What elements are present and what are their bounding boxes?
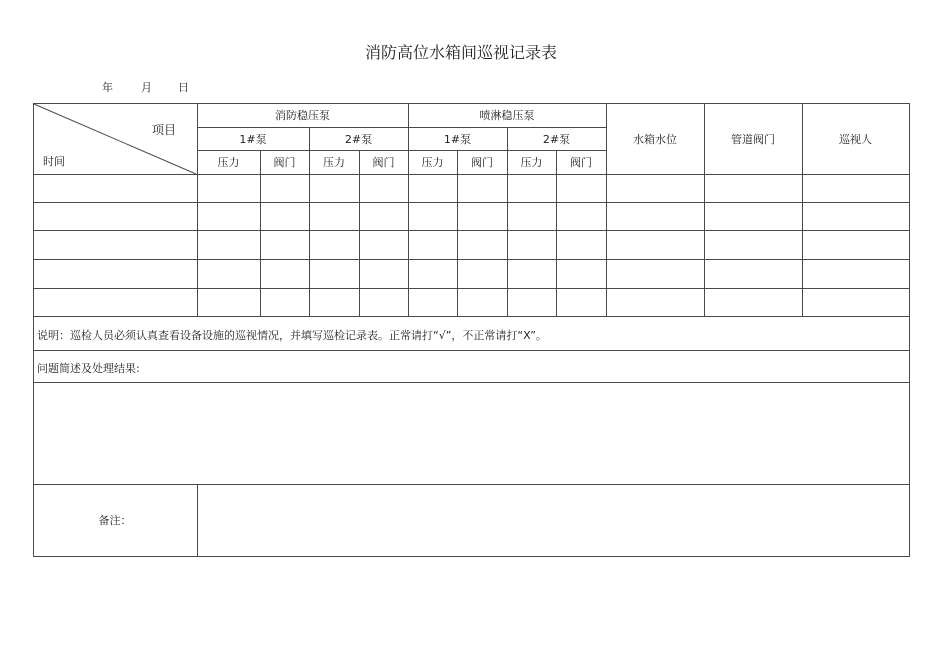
pressure-header: 压力 bbox=[520, 156, 543, 169]
pressure-header: 压力 bbox=[421, 156, 444, 169]
corner-item-label: 项目 bbox=[152, 123, 177, 137]
valve-header: 阀门 bbox=[570, 156, 592, 169]
corner-time-label: 时间 bbox=[43, 155, 65, 168]
form-title: 消防高位水箱间巡视记录表 bbox=[364, 43, 557, 62]
spray-pump2-header: 2#泵 bbox=[542, 132, 571, 146]
inspector-header: 巡视人 bbox=[839, 132, 872, 146]
date-year: 年 bbox=[102, 81, 113, 94]
valve-header: 阀门 bbox=[471, 156, 493, 169]
valve-header: 阀门 bbox=[372, 156, 395, 169]
group-fire-pump: 消防稳压泵 bbox=[275, 109, 330, 122]
date-month: 月 bbox=[141, 81, 152, 94]
instruction-note: 说明：巡检人员必须认真查看设备设施的巡视情况，并填写巡检记录表。正常请打“√”，不正常请打“X”。 bbox=[37, 329, 547, 342]
pipe-valve-header: 管道阀门 bbox=[731, 132, 775, 146]
issues-label: 问题简述及处理结果: bbox=[37, 362, 140, 375]
fire-pump1-header: 1#泵 bbox=[239, 132, 267, 146]
spray-pump1-header: 1#泵 bbox=[443, 132, 472, 146]
pressure-header: 压力 bbox=[217, 156, 240, 169]
fire-pump2-header: 2#泵 bbox=[344, 132, 373, 146]
group-spray-pump: 喷淋稳压泵 bbox=[479, 109, 535, 122]
valve-header: 阀门 bbox=[273, 156, 296, 169]
remarks-label: 备注： bbox=[98, 514, 132, 527]
tank-level-header: 水箱水位 bbox=[633, 132, 677, 146]
date-day: 日 bbox=[178, 81, 189, 94]
pressure-header: 压力 bbox=[323, 156, 345, 169]
